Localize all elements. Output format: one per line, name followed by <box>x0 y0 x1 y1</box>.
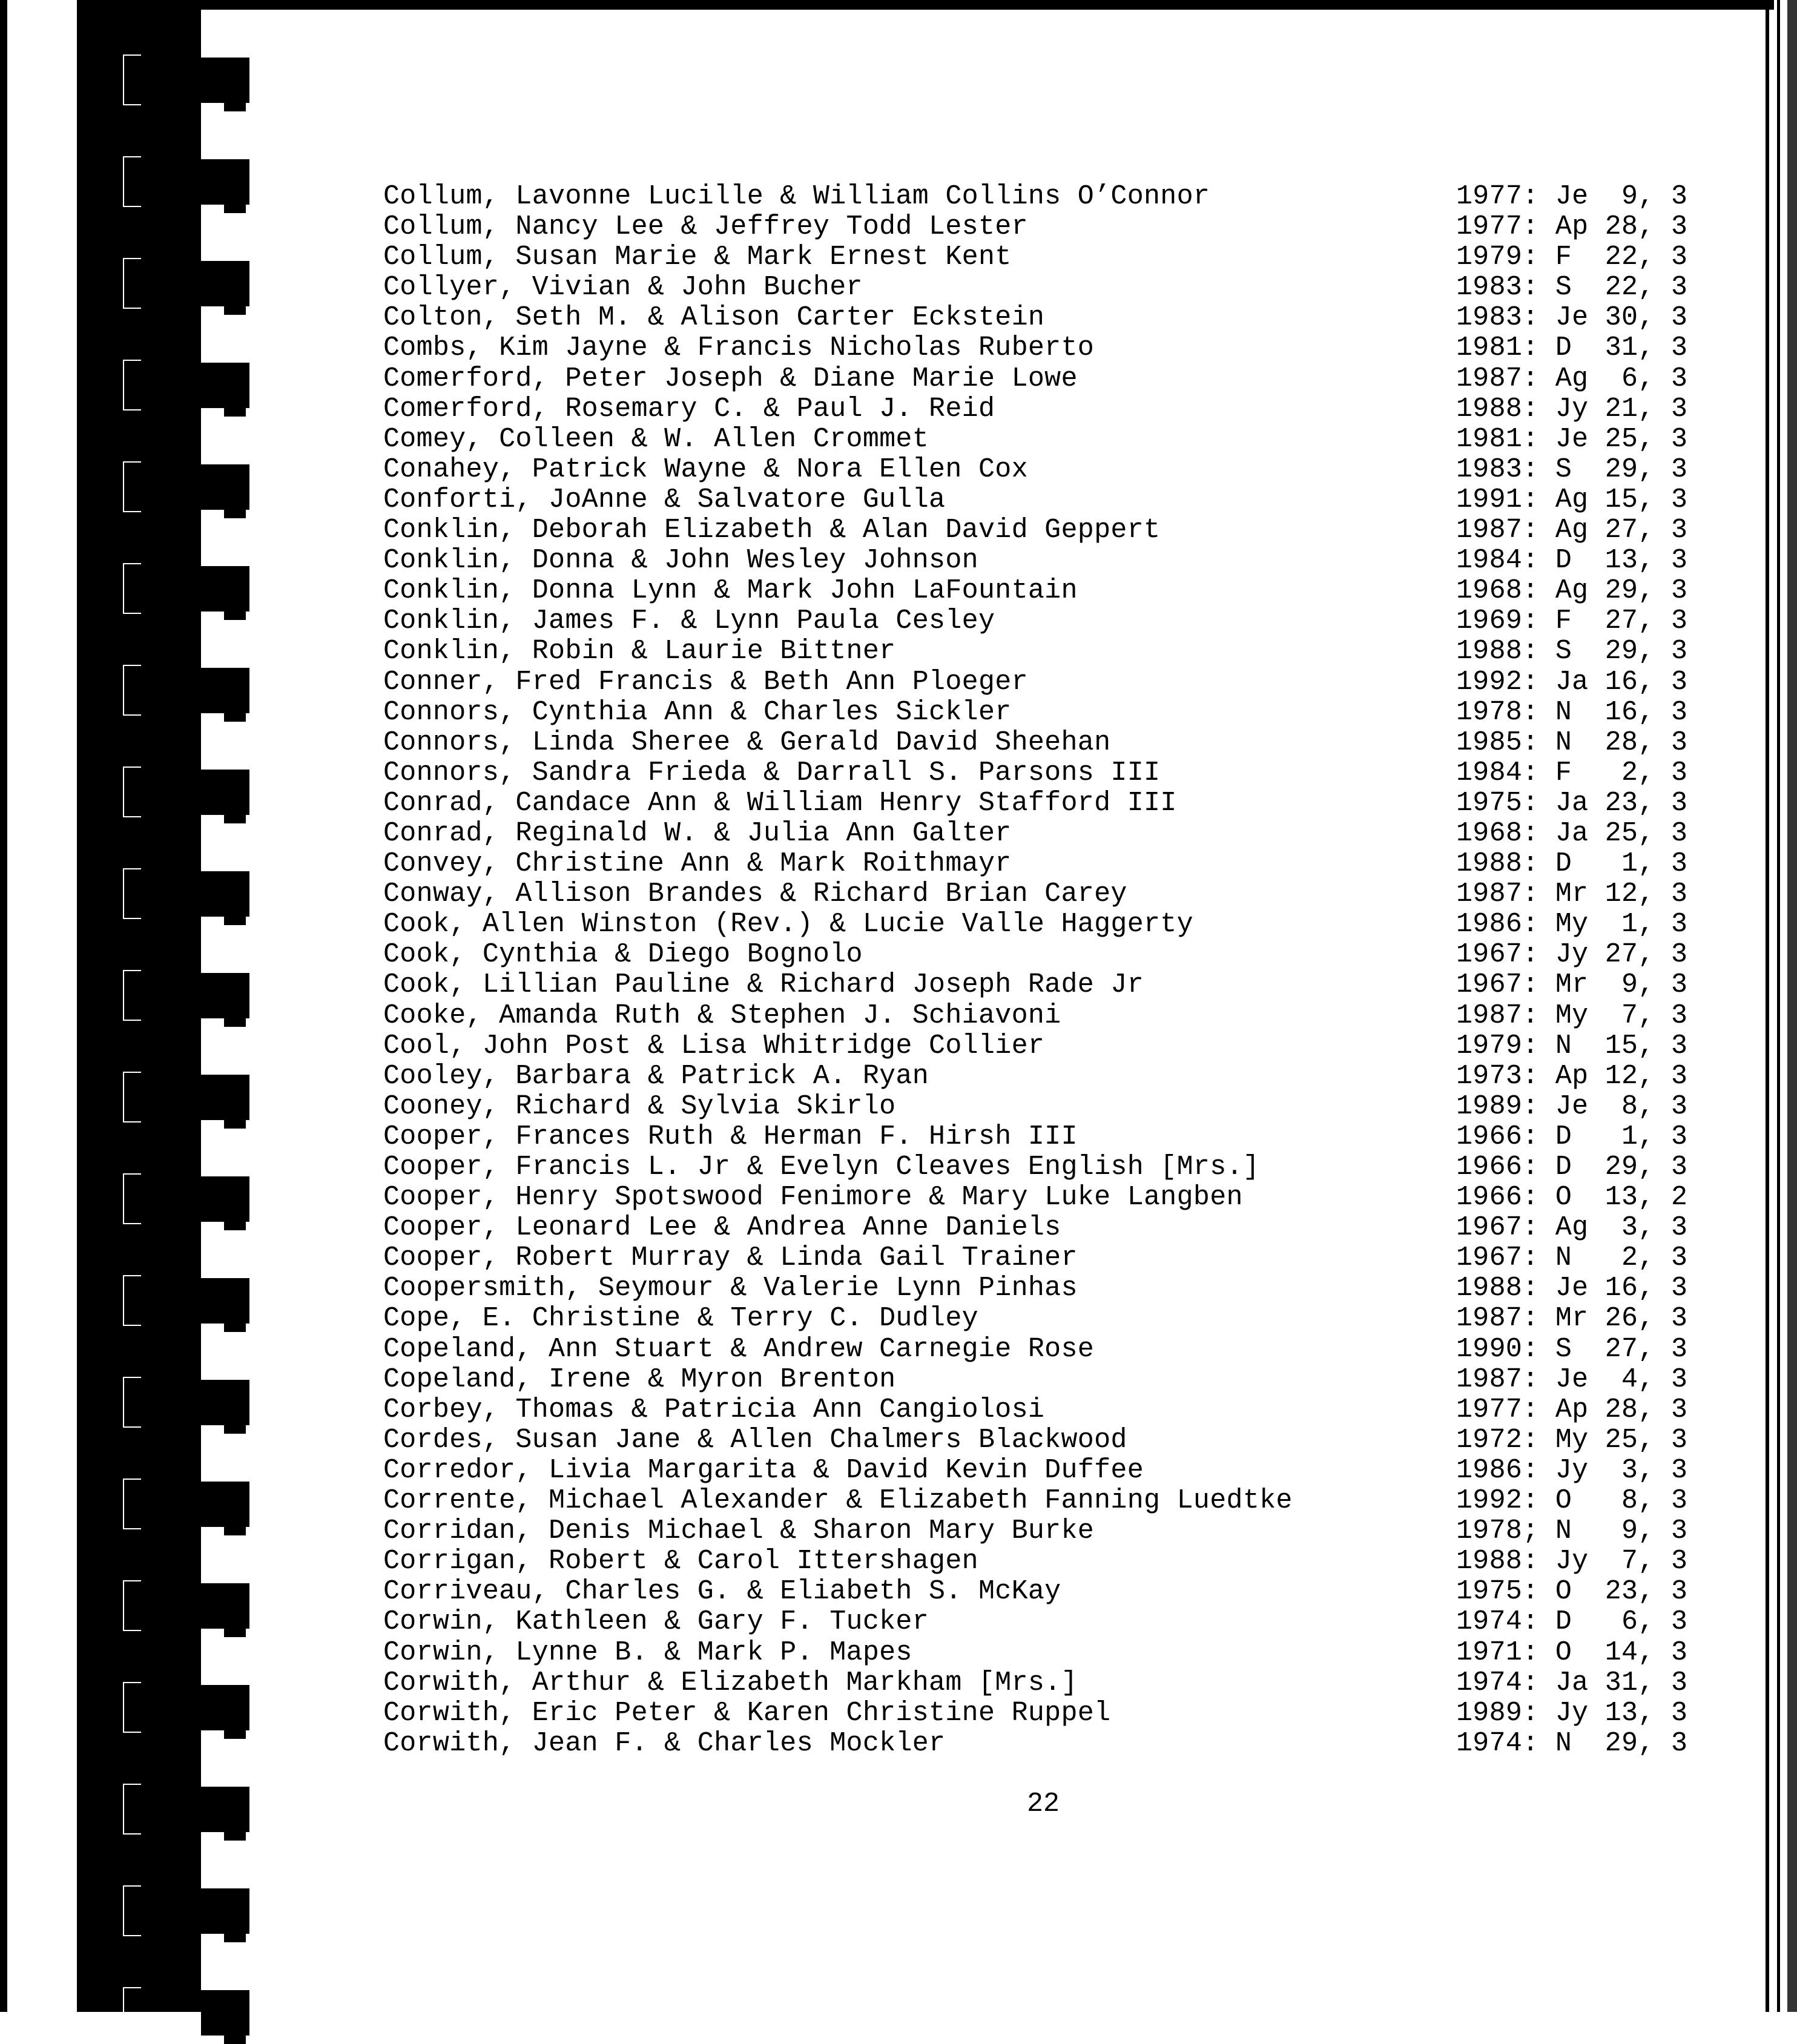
marriage-date: 1990: S 27, 3 <box>1456 1333 1688 1365</box>
binding-coil <box>201 1176 249 1222</box>
couple-names: Corwin, Kathleen & Gary F. Tucker <box>383 1606 929 1638</box>
list-item <box>383 970 1752 1000</box>
list-item <box>383 879 1752 909</box>
couple-names: Colton, Seth M. & Alison Carter Eckstein <box>383 302 1045 334</box>
list-item <box>383 1516 1752 1546</box>
binding-coil <box>201 159 249 205</box>
marriage-date: 1967: Mr 9, 3 <box>1456 969 1688 1001</box>
marriage-date: 1989: Je 8, 3 <box>1456 1090 1688 1122</box>
list-item <box>383 364 1752 394</box>
marriage-date: 1986: My 1, 3 <box>1456 909 1688 940</box>
list-item <box>383 667 1752 697</box>
binding-coil <box>201 58 249 103</box>
binding-hole <box>123 1275 141 1326</box>
couple-names: Cooke, Amanda Ruth & Stephen J. Schiavoni <box>383 1000 1061 1031</box>
couple-names: Corriveau, Charles G. & Eliabeth S. McKay <box>383 1576 1061 1607</box>
scan-left-margin <box>7 0 77 2012</box>
binding-hole <box>123 970 141 1021</box>
list-item <box>383 1122 1752 1152</box>
binding-coil <box>201 973 249 1018</box>
binding-hole <box>123 563 141 614</box>
list-item <box>383 272 1752 303</box>
binding-hole <box>123 360 141 410</box>
couple-names: Cope, E. Christine & Terry C. Dudley <box>383 1303 978 1334</box>
marriage-date: 1988: D 1, 3 <box>1456 848 1688 880</box>
couple-names: Corredor, Livia Margarita & David Kevin Duffee <box>383 1454 1144 1486</box>
couple-names: Corwin, Lynne B. & Mark P. Mapes <box>383 1637 912 1668</box>
marriage-date: 1992: Ja 16, 3 <box>1456 666 1688 697</box>
binding-hole <box>123 258 141 309</box>
list-item <box>383 1213 1752 1243</box>
list-item <box>383 636 1752 667</box>
couple-names: Conforti, JoAnne & Salvatore Gulla <box>383 484 946 515</box>
couple-names: Cool, John Post & Lisa Whitridge Collier <box>383 1030 1045 1061</box>
list-item <box>383 1425 1752 1456</box>
couple-names: Collyer, Vivian & John Bucher <box>383 272 863 303</box>
couple-names: Corwith, Eric Peter & Karen Christine Ruppel <box>383 1697 1111 1729</box>
couple-names: Conklin, Robin & Laurie Bittner <box>383 636 896 667</box>
list-item <box>383 1546 1752 1577</box>
binding-coil <box>201 668 249 713</box>
couple-names: Conklin, Donna & John Wesley Johnson <box>383 545 978 576</box>
marriage-date: 1977: Je 9, 3 <box>1456 181 1688 212</box>
list-item <box>383 849 1752 879</box>
binding-hole <box>123 665 141 716</box>
list-item <box>383 1698 1752 1729</box>
couple-names: Copeland, Irene & Myron Brenton <box>383 1363 896 1395</box>
binding-coil <box>201 1583 249 1629</box>
couple-names: Cook, Lillian Pauline & Richard Joseph Rade Jr <box>383 969 1144 1001</box>
couple-names: Cordes, Susan Jane & Allen Chalmers Blackwood <box>383 1424 1127 1456</box>
binding-coil <box>201 1278 249 1324</box>
marriage-date: 1984: D 13, 3 <box>1456 545 1688 576</box>
marriage-date: 1972: My 25, 3 <box>1456 1424 1688 1456</box>
marriage-date: 1974: N 29, 3 <box>1456 1727 1688 1759</box>
list-item <box>383 606 1752 636</box>
marriage-date: 1977: Ap 28, 3 <box>1456 211 1688 243</box>
marriage-date: 1983: Je 30, 3 <box>1456 302 1688 334</box>
couple-names: Connors, Cynthia Ann & Charles Sickler <box>383 696 1012 728</box>
list-item <box>383 333 1752 363</box>
binding-hole <box>123 54 141 105</box>
list-item <box>383 1031 1752 1061</box>
couple-names: Cooper, Robert Murray & Linda Gail Trainer <box>383 1242 1078 1274</box>
list-item <box>383 212 1752 242</box>
scan-left-shadow <box>0 0 7 2012</box>
marriage-date: 1988: Je 16, 3 <box>1456 1273 1688 1304</box>
couple-names: Conrad, Reginald W. & Julia Ann Galter <box>383 817 1012 849</box>
marriage-date: 1977: Ap 28, 3 <box>1456 1394 1688 1425</box>
list-item <box>383 1729 1752 1759</box>
marriage-date: 1987: Ag 6, 3 <box>1456 363 1688 394</box>
couple-names: Corwith, Jean F. & Charles Mockler <box>383 1727 946 1759</box>
list-item <box>383 455 1752 485</box>
couple-names: Corrigan, Robert & Carol Ittershagen <box>383 1546 978 1577</box>
list-item <box>383 546 1752 576</box>
couple-names: Comey, Colleen & W. Allen Crommet <box>383 423 929 455</box>
page-right-edge <box>1766 0 1769 2012</box>
binding-coil <box>201 1990 249 2036</box>
marriage-date: 1975: O 23, 3 <box>1456 1576 1688 1607</box>
marriage-date: 1986: Jy 3, 3 <box>1456 1454 1688 1486</box>
binding-coil <box>201 464 249 510</box>
binding-coil <box>201 1888 249 1934</box>
couple-names: Combs, Kim Jayne & Francis Nicholas Ruberto <box>383 332 1095 364</box>
couple-names: Cooper, Leonard Lee & Andrea Anne Daniels <box>383 1212 1061 1244</box>
list-item <box>383 788 1752 819</box>
couple-names: Conklin, Donna Lynn & Mark John LaFountain <box>383 575 1078 607</box>
binding-hole <box>123 1072 141 1123</box>
list-item <box>383 1607 1752 1637</box>
marriage-date: 1971: O 14, 3 <box>1456 1637 1688 1668</box>
binding-hole <box>123 1479 141 1529</box>
page-top-edge <box>200 0 1774 10</box>
marriage-date: 1966: D 29, 3 <box>1456 1152 1688 1182</box>
binding-hole <box>123 1377 141 1428</box>
binding-coil <box>201 566 249 612</box>
binding-coil <box>201 1380 249 1425</box>
couple-names: Corbey, Thomas & Patricia Ann Cangiolosi <box>383 1394 1045 1425</box>
binding-coil <box>201 1787 249 1832</box>
marriage-date: 1979: N 15, 3 <box>1456 1030 1688 1061</box>
couple-names: Copeland, Ann Stuart & Andrew Carnegie Rose <box>383 1333 1095 1365</box>
list-item <box>383 728 1752 758</box>
couple-names: Corridan, Denis Michael & Sharon Mary Burke <box>383 1515 1095 1547</box>
list-item <box>383 1395 1752 1425</box>
couple-names: Conway, Allison Brandes & Richard Brian Carey <box>383 879 1127 910</box>
list-item <box>383 1061 1752 1092</box>
couple-names: Cooper, Frances Ruth & Herman F. Hirsh III <box>383 1121 1078 1152</box>
list-item <box>383 303 1752 333</box>
binding-hole <box>123 1885 141 1936</box>
marriage-date: 1966: D 1, 3 <box>1456 1121 1688 1152</box>
binding-coil <box>201 261 249 306</box>
marriage-date: 1968: Ag 29, 3 <box>1456 575 1688 607</box>
list-item <box>383 1152 1752 1182</box>
list-item <box>383 1577 1752 1607</box>
list-item <box>383 1668 1752 1698</box>
scan-right-shadow <box>1787 0 1797 2012</box>
marriage-date: 1987: Je 4, 3 <box>1456 1363 1688 1395</box>
list-item <box>383 1092 1752 1122</box>
list-item <box>383 576 1752 606</box>
marriage-date: 1967: Jy 27, 3 <box>1456 939 1688 971</box>
list-item <box>383 1456 1752 1486</box>
binding-hole <box>123 156 141 207</box>
marriage-date: 1974: D 6, 3 <box>1456 1606 1688 1638</box>
marriage-date: 1967: N 2, 3 <box>1456 1242 1688 1274</box>
couple-names: Connors, Sandra Frieda & Darrall S. Parsons III <box>383 757 1161 788</box>
marriage-date: 1984: F 2, 3 <box>1456 757 1688 788</box>
couple-names: Collum, Lavonne Lucille & William Collins O’Connor <box>383 181 1210 212</box>
marriage-date: 1968: Ja 25, 3 <box>1456 817 1688 849</box>
couple-names: Corrente, Michael Alexander & Elizabeth Fanning Luedtke <box>383 1485 1293 1517</box>
couple-names: Conklin, Deborah Elizabeth & Alan David Geppert <box>383 515 1161 546</box>
marriage-date: 1987: Mr 26, 3 <box>1456 1303 1688 1334</box>
list-item <box>383 940 1752 970</box>
marriage-date: 1992: O 8, 3 <box>1456 1485 1688 1517</box>
couple-names: Collum, Nancy Lee & Jeffrey Todd Lester <box>383 211 1028 243</box>
marriage-date: 1987: Ag 27, 3 <box>1456 515 1688 546</box>
marriage-date: 1978: N 16, 3 <box>1456 696 1688 728</box>
list-item <box>383 1273 1752 1304</box>
list-item <box>383 242 1752 272</box>
marriage-date: 1985: N 28, 3 <box>1456 727 1688 758</box>
couple-names: Cooper, Francis L. Jr & Evelyn Cleaves English [Mrs.] <box>383 1152 1260 1182</box>
marriage-date: 1987: My 7, 3 <box>1456 1000 1688 1031</box>
list-item <box>383 424 1752 455</box>
binding-coil <box>201 1482 249 1527</box>
couple-names: Cooney, Richard & Sylvia Skirlo <box>383 1090 896 1122</box>
binding-coil <box>201 1075 249 1120</box>
marriage-date: 1988: S 29, 3 <box>1456 636 1688 667</box>
list-item <box>383 1182 1752 1213</box>
list-item <box>383 1243 1752 1273</box>
marriage-date: 1991: Ag 15, 3 <box>1456 484 1688 515</box>
binding-coil <box>201 363 249 408</box>
list-item <box>383 1001 1752 1031</box>
binding-hole <box>123 461 141 512</box>
binding-hole <box>123 1682 141 1733</box>
marriage-date: 1983: S 22, 3 <box>1456 272 1688 303</box>
marriage-date: 1966: O 13, 2 <box>1456 1182 1688 1213</box>
marriage-date: 1974: Ja 31, 3 <box>1456 1667 1688 1698</box>
couple-names: Connors, Linda Sheree & Gerald David Sheehan <box>383 727 1111 758</box>
list-item <box>383 182 1752 212</box>
couple-names: Conahey, Patrick Wayne & Nora Ellen Cox <box>383 453 1028 485</box>
binding-hole <box>123 1987 141 2038</box>
couple-names: Conklin, James F. & Lynn Paula Cesley <box>383 605 995 637</box>
list-item <box>383 909 1752 940</box>
couple-names: Conrad, Candace Ann & William Henry Stafford III <box>383 787 1177 819</box>
binding-hole <box>123 1580 141 1631</box>
list-item <box>383 819 1752 849</box>
marriage-date: 1989: Jy 13, 3 <box>1456 1697 1688 1729</box>
list-item <box>383 1486 1752 1516</box>
marriage-date: 1981: D 31, 3 <box>1456 332 1688 364</box>
marriage-date: 1988: Jy 21, 3 <box>1456 393 1688 424</box>
list-item <box>383 1304 1752 1334</box>
scan-right-edge <box>1777 0 1780 2012</box>
marriage-date: 1981: Je 25, 3 <box>1456 423 1688 455</box>
marriage-date: 1987: Mr 12, 3 <box>1456 879 1688 910</box>
couple-names: Cooper, Henry Spotswood Fenimore & Mary Luke Langben <box>383 1182 1243 1213</box>
binding-hole <box>123 766 141 817</box>
list-item <box>383 515 1752 546</box>
binding-coil <box>201 770 249 815</box>
list-item <box>383 1365 1752 1395</box>
page-number: 22 <box>1027 1788 1060 1819</box>
marriage-date: 1978; N 9, 3 <box>1456 1515 1688 1547</box>
couple-names: Cook, Allen Winston (Rev.) & Lucie Valle Haggerty <box>383 909 1193 940</box>
marriage-date: 1969: F 27, 3 <box>1456 605 1688 637</box>
list-item <box>383 758 1752 788</box>
binding-coil <box>201 871 249 917</box>
marriage-index-list <box>383 182 1752 1759</box>
couple-names: Corwith, Arthur & Elizabeth Markham [Mrs.] <box>383 1667 1078 1698</box>
list-item <box>383 1334 1752 1365</box>
list-item <box>383 394 1752 424</box>
marriage-date: 1973: Ap 12, 3 <box>1456 1060 1688 1092</box>
binding-coil <box>201 1685 249 1730</box>
binding-hole <box>123 1784 141 1835</box>
marriage-date: 1983: S 29, 3 <box>1456 453 1688 485</box>
binding-hole <box>123 1173 141 1224</box>
couple-names: Cook, Cynthia & Diego Bognolo <box>383 939 863 971</box>
couple-names: Convey, Christine Ann & Mark Roithmayr <box>383 848 1012 880</box>
marriage-date: 1979: F 22, 3 <box>1456 242 1688 273</box>
couple-names: Comerford, Peter Joseph & Diane Marie Lowe <box>383 363 1078 394</box>
list-item <box>383 485 1752 515</box>
couple-names: Comerford, Rosemary C. & Paul J. Reid <box>383 393 995 424</box>
marriage-date: 1988: Jy 7, 3 <box>1456 1546 1688 1577</box>
list-item <box>383 697 1752 728</box>
list-item <box>383 1638 1752 1668</box>
marriage-date: 1975: Ja 23, 3 <box>1456 787 1688 819</box>
couple-names: Conner, Fred Francis & Beth Ann Ploeger <box>383 666 1028 697</box>
marriage-date: 1967: Ag 3, 3 <box>1456 1212 1688 1244</box>
binding-hole <box>123 868 141 919</box>
couple-names: Collum, Susan Marie & Mark Ernest Kent <box>383 242 1012 273</box>
couple-names: Cooley, Barbara & Patrick A. Ryan <box>383 1060 929 1092</box>
couple-names: Coopersmith, Seymour & Valerie Lynn Pinhas <box>383 1273 1078 1304</box>
